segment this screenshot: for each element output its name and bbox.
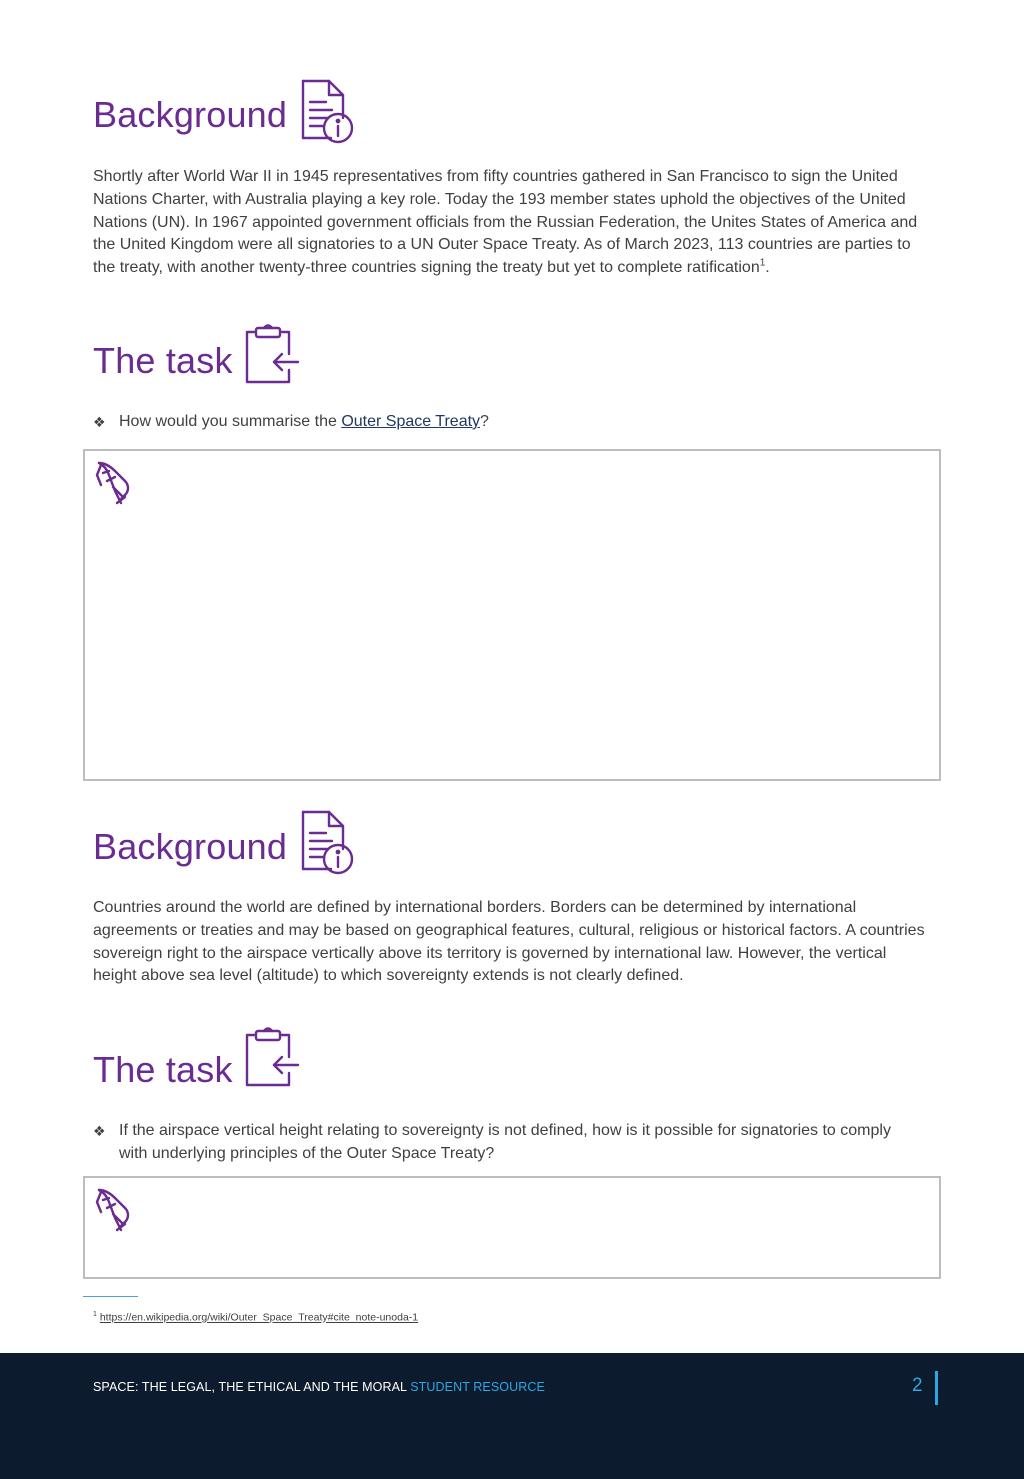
page-footer <box>0 1353 1024 1479</box>
page-number-bar <box>935 1371 938 1405</box>
task-question-1: ❖ How would you summarise the Outer Space Treaty? <box>93 411 923 434</box>
document-info-icon <box>298 809 360 882</box>
bullet-marker: ❖ <box>93 1123 106 1139</box>
background-paragraph-2: Countries around the world are defined by international borders. Borders can be determined by international agreements or treaties and may be based on geographical features, cultural, religious or historical factors. A countries sovereign right to the airspace vertically above its territory is governed by international law. However, the vertical height above sea level (altitude) to which sovereignty extends is not clearly defined. <box>93 899 925 985</box>
task-question-2: ❖ If the airspace vertical height relating to sovereignty is not defined, how is it possible for signatories to comply with underlying principles of the Outer Space Treaty? <box>93 1122 891 1162</box>
clipboard-arrow-icon <box>240 324 302 391</box>
answer-box-1[interactable] <box>83 449 941 781</box>
document-info-icon <box>298 78 360 151</box>
footer-title: SPACE: THE LEGAL, THE ETHICAL AND THE MORAL STUDENT RESOURCE <box>93 1380 545 1394</box>
answer-box-2[interactable] <box>83 1176 941 1279</box>
task-heading-2: The task <box>93 1049 233 1090</box>
task-heading: The task <box>93 340 233 381</box>
writing-hand-icon <box>95 1186 135 1239</box>
background-paragraph-1: Shortly after World War II in 1945 representatives from fifty countries gathered in San Francisco to sign the United Nations Charter, with Australia playing a key role. Today the 193 member states uphold the objectives of the United Nations (UN). In 1967 appointed government officials from the Russian Federation, the Unites States of America and the United Kingdom were all signatories to a UN Outer Space Treaty. As of March 2023, 113 countries are parties to the treaty, with another twenty-three countries signing the treaty but yet to complete ratification$^1$. <box>93 168 918 277</box>
footnote-divider <box>83 1296 138 1297</box>
background-heading-2: Background <box>93 826 288 867</box>
footnote <box>93 1311 418 1324</box>
outer-space-treaty-link[interactable]: Outer Space Treaty <box>341 413 481 430</box>
page-number: 2 <box>912 1375 923 1396</box>
footnote-link[interactable]: https://en.wikipedia.org/wiki/Outer_Space_Treaty#cite_note-unoda-1 <box>99 1311 419 1324</box>
footer-subtitle: STUDENT RESOURCE <box>410 1380 545 1394</box>
footnote-number: 1 <box>93 1311 97 1318</box>
footnote-reference[interactable]: 1 <box>759 257 766 269</box>
bullet-marker: ❖ <box>93 414 106 430</box>
background-heading: Background <box>93 94 288 135</box>
clipboard-arrow-icon <box>240 1027 302 1094</box>
writing-hand-icon <box>95 459 135 512</box>
